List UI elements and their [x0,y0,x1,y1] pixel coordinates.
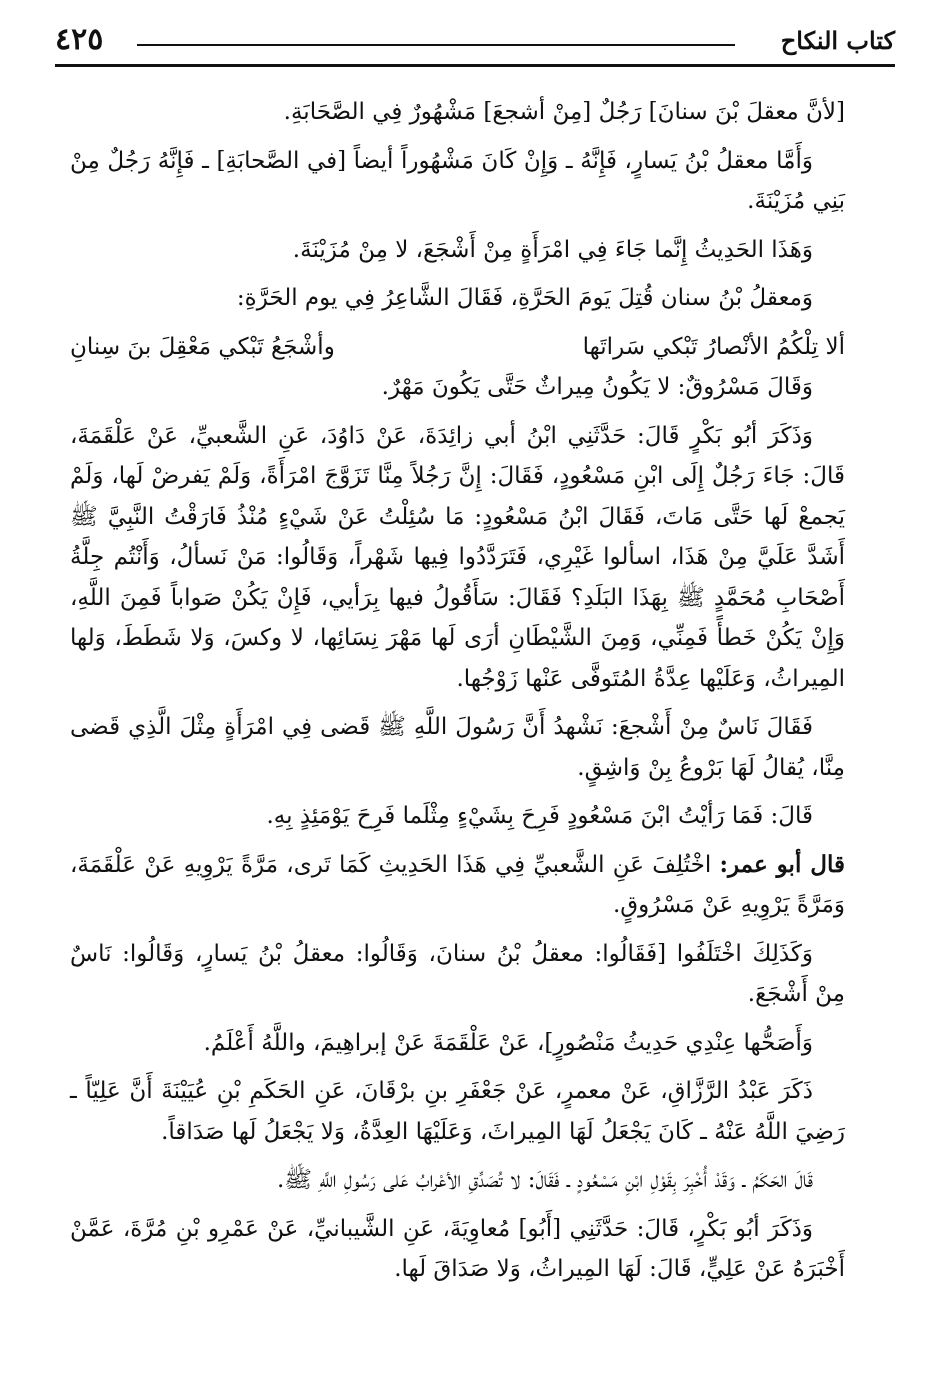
paragraph: وَأَصَحُّها عِنْدِي حَدِيثُ مَنْصُورٍ]، عَنْ عَلْقَمَةَ عَنْ إبراهِيمَ، واللَّهُ أَعْلَمُ. [203,1029,813,1056]
verse-first-hemistich: ألا تِلْكُمُ الأنْصارُ تَبْكي سَراتَها [582,333,845,360]
page-number: ٤٢٥ [55,22,104,57]
paragraph: وَكَذَلِكَ اخْتَلَفُوا [فَقَالُوا: معقلُ بْنُ سنانَ، وَقَالُوا: معقلُ بْنُ يَسارٍ، وَقَالُوا: نَاسٌ مِنْ أَشْجَعَ. [70,940,845,1007]
paragraph: قَالَ: فَمَا رَأيْتُ ابْنَ مَسْعُودٍ فَرِحَ بِشَيْءٍ مِثْلَما فَرِحَ يَوْمَئِذٍ بِهِ. [266,803,813,829]
running-title: كتاب النكاح [780,26,895,55]
verse-second-hemistich: وأشْجَعُ تَبْكي مَعْقِلَ بنَ سِنانِ [70,333,335,360]
poem-verse [70,327,845,368]
paragraph: وَهَذَا الحَدِيثُ إِنَّما جَاءَ فِي امْرَأَةٍ مِنْ أَشْجَعَ، لا مِنْ مُزَيْنَةَ. [292,236,813,263]
abu-umar-text: اخْتُلِفَ عَنِ الشَّعبيِّ فِي هَذَا الحَدِيثِ كَمَا تَرى، مَرَّةً يَرْوِيهِ عَنْ عَلْقَمَةَ، وَمَرَّةً يَرْوِيهِ عَنْ مَسْرُوقٍ. [70,851,845,918]
page-body [70,92,845,1298]
paragraph: وَذَكَرَ أبُو بَكْرٍ قَالَ: حَدَّثَنِي ابْنُ أبي زائِدَةَ، عَنْ دَاوُدَ، عَنِ الشَّعبيِّ، عَنْ عَلْقَمَةَ، قَالَ: جَاءَ رَجُلٌ إِلَى ابْنِ مَسْعُودٍ، فَقَالَ: إِنَّ رَجُلاً مِنَّا تَزَوَّجَ امْرَأَةً، وَلَمْ يَفرضْ لَها، وَلَمْ يَجمعْ لَها حَتَّى مَاتَ، فَقَالَ ابْنُ مَسْعُودٍ: مَا سُئِلْتُ عَنْ شَيْءٍ مُنْذُ فَارَقْتُ النَّبِيَّ ﷺ أَشَدَّ عَلَيَّ مِنْ هَذَا، اسألوا غَيْرِي، فَتَرَدَّدُوا فِيها شَهْراً، وَقَالُوا: مَنْ نَسألُ، وَأَنْتُم جِلَّةُ أَصْحَابِ مُحَمَّدٍ ﷺ بِهَذَا البَلَدِ؟ فَقَالَ: سَأَقُولُ فيها بِرَأيي، فَإِنْ يَكُنْ صَواباً فَمِنَ اللَّهِ، وَإِنْ يَكُنْ خَطأً فَمِنِّي، وَمِنَ الشَّيْطَانِ أرَى لَها مَهْرَ نِسَائِها، لا وكسَ، وَلا شَطَطَ، وَلها المِيراثُ، وَعَلَيْها عِدَّةُ المُتَوفَّى عَنْها زَوْجُها. [70,422,845,692]
abu-umar-label: قال أبو عمر: [719,850,845,878]
paragraph: قَالَ الحَكَمُ ـ وَقَدْ أُخْبِرَ بِقَوْلِ ابْنِ مَسْعُودٍ ـ فَقَالَ: لا تُصَدِّقِ الأعْرابُ عَلى رَسُولِ اللَّهِ ﷺ. [276,1167,813,1193]
header-rule [137,44,735,46]
paragraph: ذَكَرَ عَبْدُ الرَّزَّاقِ، عَنْ معمرٍ، عَنْ جَعْفَرِ بنِ برْقَانَ، عَنِ الحَكَمِ بْنِ عُيَيْنَةَ أَنَّ عَلِيّاً ـ رَضِيَ اللَّهُ عَنْهُ ـ كَانَ يَجْعَلُ لَهَا المِيراثَ، وَعَلَيْهَا العِدَّةُ، وَلا يَجْعَلُ لَها صَدَاقاً. [70,1078,845,1145]
abu-umar-paragraph [70,845,845,926]
paragraph: فَقَالَ نَاسٌ مِنْ أَشْجعَ: نَشْهدُ أَنَّ رَسُولَ اللَّهِ ﷺ قَضى فِي امْرَأَةٍ مِثْلَ الَّذِي قَضى مِنَّا، يُقالُ لَهَا بَرْوعُ بِنْ وَاشِقٍ. [70,714,845,781]
paragraph: وَقَالَ مَسْرُوقٌ: لا يَكُونُ مِيراثٌ حَتَّى يَكُونَ مَهْرٌ. [381,374,813,400]
paragraph: [لأنَّ معقلَ بْنَ سنانَ] رَجُلٌ [مِنْ أشجعَ] مَشْهُورٌ فِي الصَّحَابَةِ. [283,99,845,125]
paragraph: وَذَكَرَ أبُو بَكْرٍ، قَالَ: حَدَّثَنِي [أَبُو] مُعاوِيَةَ، عَنِ الشَّيبانيِّ، عَنْ عَمْرِو بْنِ مُرَّةَ، عَمَّنْ أَخْبَرَهُ عَنْ عَلِيٍّ، قَالَ: لَهَا المِيراثُ، وَلا صَدَاقَ لَها. [70,1215,845,1282]
paragraph: وَأَمَّا معقلُ بْنُ يَسارٍ، فَإِنَّهُ ـ وَإِنْ كَانَ مَشْهُوراً أيضاً [في الصَّحابَةِ] ـ فَإِنَّهُ رَجُلٌ مِنْ بَنِي مُزَيْنَةَ. [70,147,845,214]
page-header [55,22,895,67]
paragraph: وَمعقلُ بْنُ سنان قُتِلَ يَومَ الحَرَّةِ، فَقَالَ الشَّاعِرُ فِي يوم الحَرَّةِ: [236,285,813,311]
